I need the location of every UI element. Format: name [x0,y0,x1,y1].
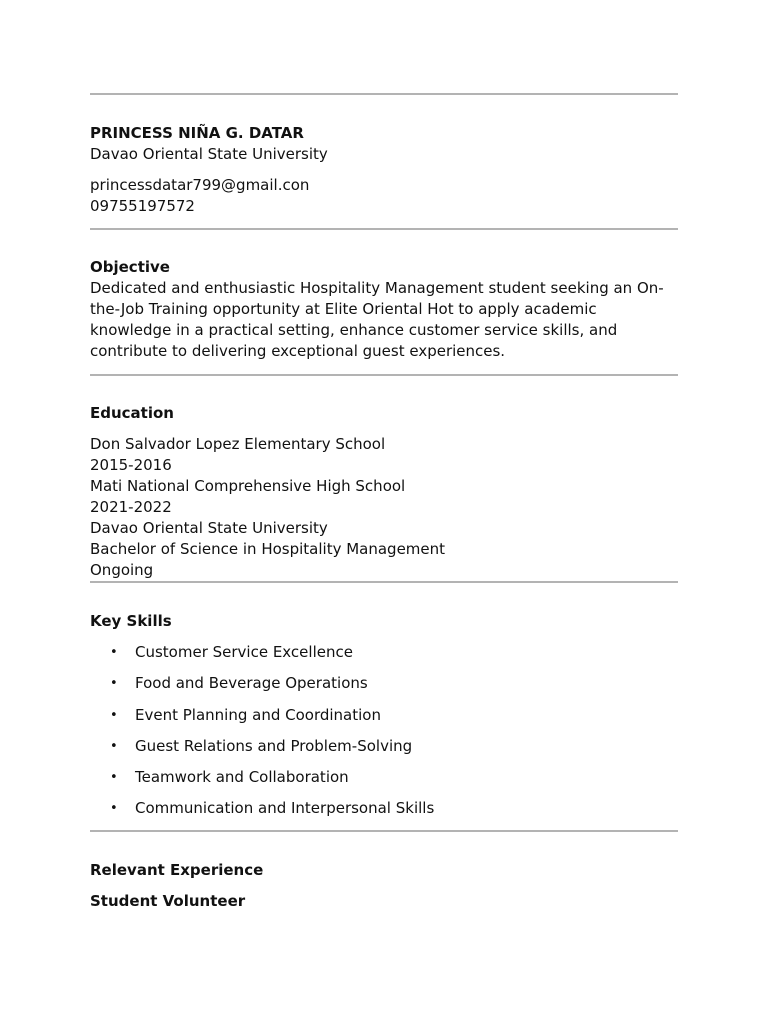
education-line: Don Salvador Lopez Elementary School [90,435,386,453]
skill-label: Event Planning and Coordination [135,705,381,724]
objective-heading: Objective [90,258,170,276]
experience-role: Student Volunteer [90,892,246,910]
education-line: Mati National Comprehensive High School [90,477,406,495]
skill-label: Communication and Interpersonal Skills [135,799,435,818]
skill-item [90,705,678,726]
bullet-icon: • [110,738,118,754]
education-list [90,434,678,581]
applicant-phone: 09755197572 [90,197,195,215]
skills-section [90,611,678,830]
skill-item [90,767,678,788]
education-line: Ongoing [90,561,154,579]
experience-section [90,860,678,912]
divider [90,581,678,583]
skill-item [90,673,678,694]
skill-item [90,642,678,663]
objective-section [90,257,678,362]
objective-text: Dedicated and enthusiastic Hospitality Management student seeking an On-the-Job Training opportunity at Elite Oriental Hot to apply academic knowledge in a practical setting, enhance customer service skills, and contribute to delivering exceptional guest experiences. [90,279,664,360]
bullet-icon: • [110,707,118,723]
applicant-email: princessdatar799@gmail.con [90,176,310,194]
education-line: Bachelor of Science in Hospitality Management [90,540,446,558]
divider [90,830,678,832]
applicant-name: PRINCESS NIÑA G. DATAR [90,124,304,142]
skill-item [90,798,678,819]
bullet-icon: • [110,770,118,786]
bullet-icon: • [110,645,118,660]
header-section [90,123,678,217]
skills-heading: Key Skills [90,612,172,630]
education-line: 2021-2022 [90,498,172,516]
divider [90,93,678,95]
skill-label: Teamwork and Collaboration [135,768,349,787]
divider [90,228,678,230]
experience-heading: Relevant Experience [90,861,264,879]
education-line: 2015-2016 [90,456,172,474]
applicant-school: Davao Oriental State University [90,145,328,163]
skill-label: Food and Beverage Operations [135,674,368,693]
skill-label: Customer Service Excellence [135,643,353,661]
skills-list [90,642,678,819]
education-heading: Education [90,404,174,422]
education-line: Davao Oriental State University [90,519,328,537]
bullet-icon: • [110,676,118,692]
skill-item [90,736,678,757]
divider [90,374,678,376]
skill-label: Guest Relations and Problem-Solving [135,736,413,755]
bullet-icon: • [110,801,118,817]
education-section [90,403,678,581]
